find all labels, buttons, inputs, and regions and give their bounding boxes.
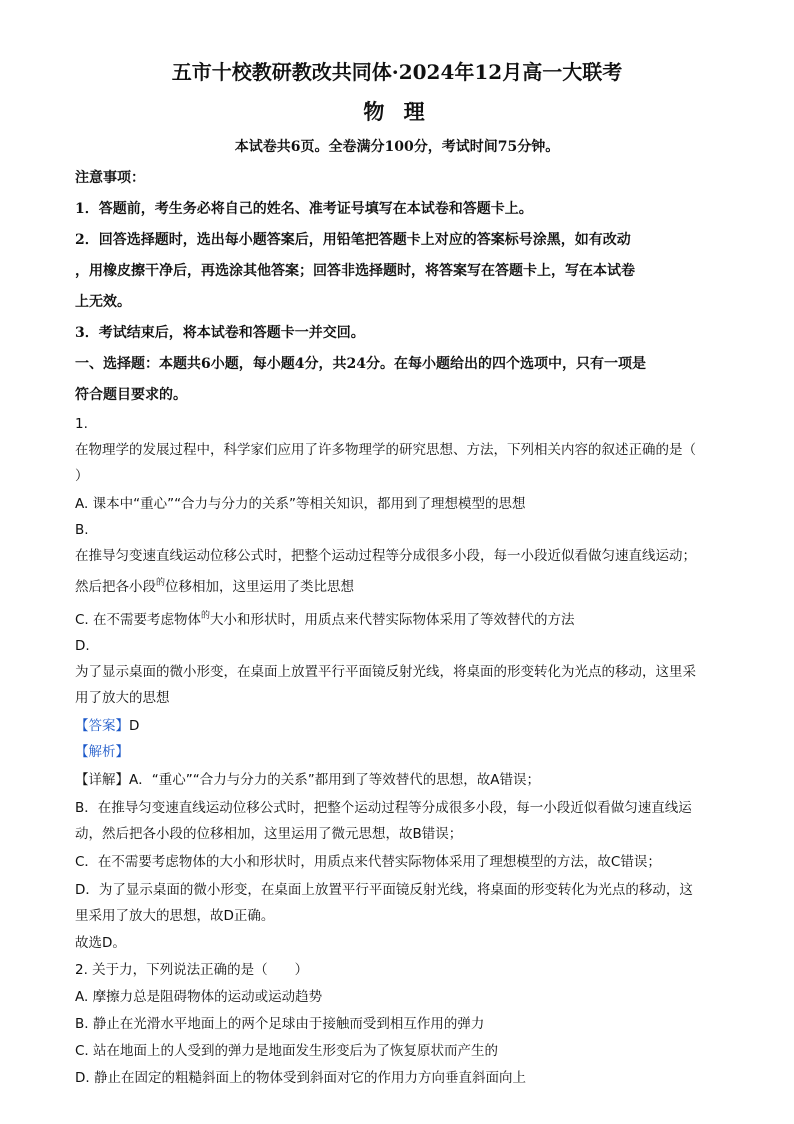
q1-option-b-superscript: 的 [156, 578, 166, 588]
subject-title: 物 理 [363, 99, 431, 124]
explanation-c: C．在不需要考虑物体的大小和形状时，用质点来代替实际物体采用了理想模型的方法，故C错误； [75, 854, 661, 870]
section-heading-line-1: 一、选择题：本题共6小题，每小题4分，共24分。在每小题给出的四个选项中，只有一项是 [75, 356, 646, 372]
q2-option-d: D. 静止在固定的粗糙斜面上的物体受到斜面对它的作用力方向垂直斜面向上 [75, 1070, 526, 1086]
explanation-d-line-2: 里采用了放大的思想，故D正确。 [75, 908, 275, 924]
answer-tag: 【答案】 [75, 718, 129, 734]
q1-option-c-text-2: 大小和形状时，用质点来代替实际物体采用了等效替代的方法 [210, 612, 575, 628]
q1-number: 1. [75, 416, 88, 432]
exam-info: 本试卷共6页。全卷满分100分，考试时间75分钟。 [234, 139, 560, 155]
note-2-line-1: 2．回答选择题时，选出每小题答案后，用铅笔把答题卡上对应的答案标号涂黑，如有改动 [75, 232, 631, 248]
q1-option-d-label: D. [75, 638, 90, 654]
q1-stem-line-1: 在物理学的发展过程中，科学家们应用了许多物理学的研究思想、方法，下列相关内容的叙述正确的是（ [75, 442, 696, 458]
answer-value: D [129, 718, 140, 734]
q1-stem-line-2: ） [75, 468, 89, 484]
q1-option-c-text-1: C. 在不需要考虑物体 [75, 612, 202, 628]
q1-option-b-line-1: 在推导匀变速直线运动位移公式时，把整个运动过程等分成很多小段，每一小段近似看做匀速直线运动； [75, 548, 696, 564]
explanation-d-line-1: D．为了显示桌面的微小形变，在桌面上放置平行平面镜反射光线，将桌面的形变转化为光点的移动，这 [75, 882, 693, 898]
q1-option-b-text-2: 位移相加，这里运用了类比思想 [165, 579, 355, 595]
q1-option-d-line-2: 用了放大的思想 [75, 690, 170, 706]
note-2-line-2: ，用橡皮擦干净后，再选涂其他答案；回答非选择题时，将答案写在答题卡上，写在本试卷 [75, 263, 635, 279]
q1-option-c [75, 610, 575, 632]
explanation-a-text: A．“重心”“合力与分力的关系”都用到了等效替代的思想，故A错误； [129, 772, 540, 788]
note-3: 3．考试结束后，将本试卷和答题卡一并交回。 [75, 325, 365, 341]
q1-option-b-text-1: 然后把各小段 [75, 579, 156, 595]
explanation-b-line-2: 动，然后把各小段的位移相加，这里运用了微元思想，故B错误； [75, 826, 463, 842]
q1-option-d-line-1: 为了显示桌面的微小形变，在桌面上放置平行平面镜反射光线，将桌面的形变转化为光点的移动，这里采 [75, 664, 696, 680]
q2-option-b: B. 静止在光滑水平地面上的两个足球由于接触而受到相互作用的弹力 [75, 1016, 485, 1032]
q2-stem: 2. 关于力，下列说法正确的是（ ） [75, 962, 309, 978]
notes-heading: 注意事项： [75, 170, 145, 186]
note-2-line-3: 上无效。 [75, 294, 131, 310]
section-heading-line-2: 符合题目要求的。 [75, 387, 187, 403]
explanation-a [75, 770, 540, 790]
q2-option-a: A. 摩擦力总是阻碍物体的运动或运动趋势 [75, 989, 323, 1005]
q2-option-c: C. 站在地面上的人受到的弹力是地面发生形变后为了恢复原状而产生的 [75, 1043, 499, 1059]
q1-option-c-superscript: 的 [201, 611, 211, 621]
q1-option-b-label: B. [75, 522, 89, 538]
note-1: 1．答题前，考生务必将自己的姓名、准考证号填写在本试卷和答题卡上。 [75, 201, 533, 217]
exam-title: 五市十校教研教改共同体·2024年12月高一大联考 [171, 60, 623, 84]
q1-option-b-line-2 [75, 577, 354, 599]
q1-option-a: A. 课本中“重心”“合力与分力的关系”等相关知识，都用到了理想模型的思想 [75, 496, 526, 512]
answer-line [75, 716, 139, 736]
choose-line: 故选D。 [75, 935, 126, 951]
detail-tag: 【详解】 [75, 772, 129, 788]
analysis-tag: 【解析】 [75, 744, 129, 760]
explanation-b-line-1: B．在推导匀变速直线运动位移公式时，把整个运动过程等分成很多小段，每一小段近似看做匀速直线运 [75, 800, 692, 816]
